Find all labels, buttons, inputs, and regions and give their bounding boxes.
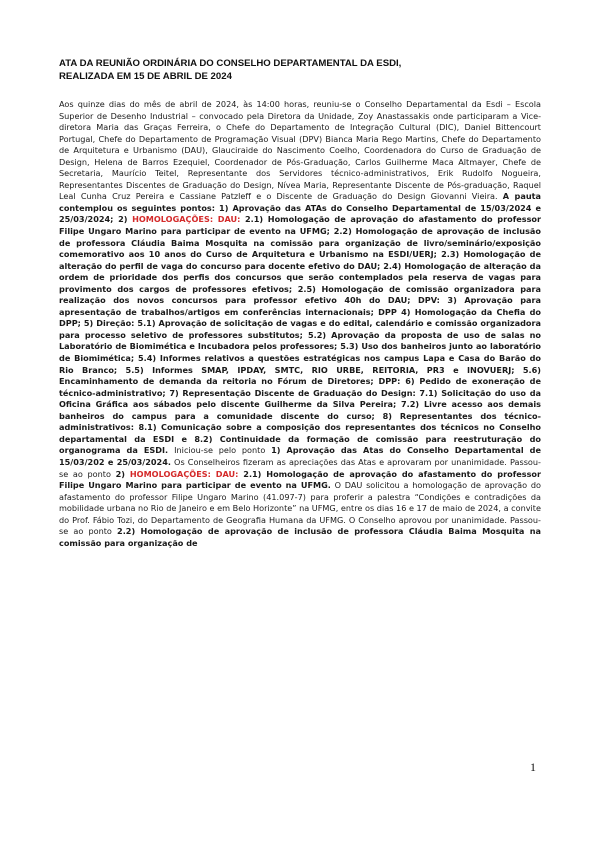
attendance-text: Aos quinze dias do mês de abril de 2024, às 14:00 horas, reuniu-se o Conselho Departamental da Esdi – Escola Superior de Desenho Industrial – convocado pela Diretora da Unidade, Zoy Anastassakis onde participaram a Vice-diretora Maria das Graças Ferreira, o Chefe do Departamento de Integração Cultural (DIC), Daniel Bittencourt Portugal, Chefe do Departamento de Programação Visual (DPV) Bianca Maria Rego Martins, Chefe do Departamento de Arquitetura e Urbanismo (DAU), Glauciraide do Nascimento Coelho, Coordenadora do Curso de Graduação de Design, Helena de Barros Ezequiel, Coordenador de Pós-Graduação, Carlos Guilherme Maca Altmayer, Chefe de Secretaria, Maurício Teitel, Representante dos Servidores técnico-administrativos, Erik Rudolfo Nogueira, Representantes Discentes de Graduação do Design, Nívea Maria, Representante Discente de Pós-graduação, Raquel Leal Cunha Cruz Pereira e Cassiane Patzleff e o Discente de Graduação do Design Giovanni Vieira. [59, 99, 541, 202]
title-line-1: ATA DA REUNIÃO ORDINÁRIA DO CONSELHO DEPARTAMENTAL DA ESDI, [59, 58, 402, 69]
item-2-number: 2) [115, 468, 130, 479]
agenda-items: 2.1) Homologação de aprovação do afastamento do professor Filipe Ungaro Marino para participar de evento na UFMG; 2.2) Homologação de aprovação de inclusão de professora Cláudia Baima Mosquita na comissão para organização de livro/seminário/exposição comemorativo aos 10 anos do Curso de Arquitetura e Urbanismo na ESDI/UERJ; 2.3) Homologação de alteração do perfil de vaga do concurso para docente efetivo do DAU; 2.4) Homologação de alteração da ordem de prioridade dos perfis dos concursos que serão contemplados pela reserva de vagas para provimento dos cargos de professores efetivos; 2.5) Homologação de comissão organizadora para realização dos novos concursos para professor efetivo 40h do DAU; DPV: 3) Aprovação para apresentação de trabalhos/artigos em conferências internacionais; DPP 4) Homologação da Chefia do DPP; 5) Direção: 5.1) Aprovação de solicitação de vagas e do edital, calendário e comissão organizadora para processo seletivo de professores substitutos; 5.2) Aprovação da proposta de uso de salas no Laboratório de Biomimética e Incubadora pelos professores; 5.3) Uso dos banheiros junto ao laboratório de Biomimética; 5.4) Informes relativos a questões estratégicas nos campus Lapa e Casa do Barão do Rio Branco; 5.5) Informes SMAP, IPDAY, SMTC, RIO URBE, REITORIA, PR3 e INOVUERJ; 5.6) Encaminhamento de demanda da reitoria no Fórum de Diretores; DPP: 6) Pedido de exoneração de técnico-administrativo; 7) Representação Discente de Graduação do Design: 7.1) Solicitação do uso da Oficina Gráfica aos sábados pelo discente Guilherme da Silva Pereira; 7.2) Livre acesso aos demais banheiros do campus para a comunidade discente do curso; 8) Representantes dos técnico-administrativos: 8.1) Comunicação sobre a composição dos representantes dos técnicos no Conselho departamental da ESDI e 8.2) Continuidade da formação de comissão para reestruturação do organograma da ESDI. [59, 214, 541, 456]
agenda-intro: A pauta contemplou os seguintes pontos: 1) Aprovação das ATAs do Conselho Departamental de 15/03/2024 e 25/03/2024; 2) [59, 191, 541, 225]
title-line-2: REALIZADA EM 15 DE ABRIL DE 2024 [59, 71, 232, 82]
minutes-body [59, 99, 541, 549]
homologations-heading-2: HOMOLOGAÇÕES: DAU: [129, 468, 239, 479]
item-2-2-heading: 2.2) Homologação de aprovação de inclusão de professora Cláudia Baima Mosquita na comissão para organização de [59, 526, 541, 548]
item-2-1-text: O DAU solicitou a homologação de aprovação do afastamento do professor Filipe Ungaro Marino (41.097-7) para proferir a palestra “Condições e contradições da mobilidade urbana no Rio de Janeiro e em Belo Horizonte” na UFMG, entre os dias 16 e 17 de maio de 2024, a convite do Prof. Fábio Tozi, do Departamento de Geografia Humana da UFMG. O Conselho aprovou por unanimidade. Passou-se ao ponto [59, 480, 541, 537]
item-1-heading: 1) Aprovação das Atas do Conselho Departamental de 15/03/202 e 25/03/2024. [59, 445, 541, 467]
item-2-1-heading: 2.1) Homologação de aprovação do afastamento do professor Filipe Ungaro Marino para participar de evento na UFMG. [59, 468, 542, 491]
page-number: 1 [530, 760, 536, 774]
item-1-text: Os Conselheiros fizeram as apreciações das Atas e aprovaram por unanimidade. Passou-se ao ponto [59, 456, 541, 479]
homologations-heading: HOMOLOGAÇÕES: DAU: [132, 214, 241, 225]
start-text: Iniciou-se pelo ponto [174, 445, 272, 456]
document-title [59, 57, 539, 83]
